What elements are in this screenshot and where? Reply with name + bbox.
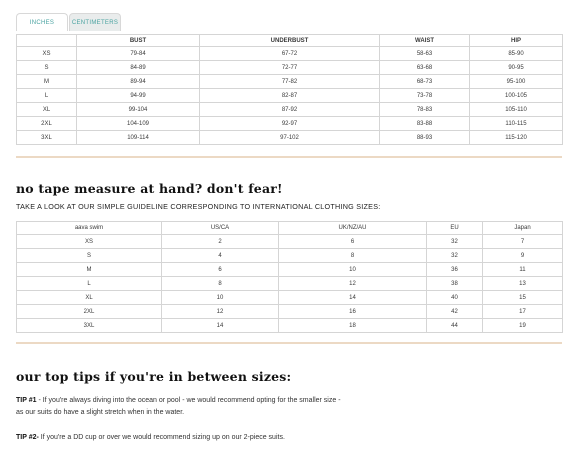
section-divider bbox=[16, 342, 562, 344]
table-cell: 2 bbox=[162, 235, 279, 249]
table-cell: 100-105 bbox=[470, 89, 563, 103]
size-label-cell: XS bbox=[17, 235, 162, 249]
table-cell: 109-114 bbox=[77, 131, 200, 145]
table-cell: 94-99 bbox=[77, 89, 200, 103]
table-cell: 63-68 bbox=[380, 61, 470, 75]
table-cell: 78-83 bbox=[380, 103, 470, 117]
table-cell: 85-90 bbox=[470, 47, 563, 61]
table-cell: 58-63 bbox=[380, 47, 470, 61]
table-cell: 44 bbox=[427, 319, 483, 333]
table-row bbox=[17, 117, 563, 131]
table-row bbox=[17, 291, 563, 305]
table-cell: 7 bbox=[483, 235, 563, 249]
table-cell: 68-73 bbox=[380, 75, 470, 89]
tip-2 bbox=[16, 432, 285, 444]
size-label-cell: L bbox=[17, 277, 162, 291]
table-cell: 72-77 bbox=[200, 61, 380, 75]
table-row bbox=[17, 305, 563, 319]
size-label-cell: 3XL bbox=[17, 131, 77, 145]
column-header-japan: Japan bbox=[483, 222, 563, 235]
table-row bbox=[17, 47, 563, 61]
tab-centimeters[interactable]: CENTIMETERS bbox=[69, 13, 121, 31]
tips-heading: our top tips if you're in between sizes: bbox=[16, 369, 292, 384]
table-cell: 12 bbox=[162, 305, 279, 319]
table-cell: 15 bbox=[483, 291, 563, 305]
table-row bbox=[17, 235, 563, 249]
table-cell: 67-72 bbox=[200, 47, 380, 61]
table-row bbox=[17, 263, 563, 277]
table-cell: 32 bbox=[427, 235, 483, 249]
table-cell: 6 bbox=[279, 235, 427, 249]
table-cell: 32 bbox=[427, 249, 483, 263]
table-cell: 12 bbox=[279, 277, 427, 291]
table-cell: 89-94 bbox=[77, 75, 200, 89]
table-cell: 83-88 bbox=[380, 117, 470, 131]
table-header-row bbox=[17, 35, 563, 47]
table-cell: 92-97 bbox=[200, 117, 380, 131]
table-cell: 42 bbox=[427, 305, 483, 319]
table-cell: 38 bbox=[427, 277, 483, 291]
size-label-cell: S bbox=[17, 61, 77, 75]
column-header-uk: UK/NZ/AU bbox=[279, 222, 427, 235]
tip-1 bbox=[16, 395, 341, 407]
column-header-eu: EU bbox=[427, 222, 483, 235]
table-cell: 77-82 bbox=[200, 75, 380, 89]
size-label-cell: M bbox=[17, 75, 77, 89]
tip-1-label: TIP #1 bbox=[16, 397, 37, 404]
table-cell: 104-109 bbox=[77, 117, 200, 131]
column-header-waist: WAIST bbox=[380, 35, 470, 47]
table-cell: 40 bbox=[427, 291, 483, 305]
table-cell: 14 bbox=[279, 291, 427, 305]
table-row bbox=[17, 61, 563, 75]
table-cell: 8 bbox=[279, 249, 427, 263]
table-cell: 8 bbox=[162, 277, 279, 291]
table-cell: 17 bbox=[483, 305, 563, 319]
table-cell: 110-115 bbox=[470, 117, 563, 131]
tip-2-label: TIP #2- bbox=[16, 434, 39, 441]
table-cell: 10 bbox=[162, 291, 279, 305]
size-label-cell: XL bbox=[17, 291, 162, 305]
column-header bbox=[17, 35, 77, 47]
guide-heading: no tape measure at hand? don't fear! bbox=[16, 181, 283, 196]
table-row bbox=[17, 277, 563, 291]
table-cell: 14 bbox=[162, 319, 279, 333]
unit-tabs bbox=[16, 13, 121, 31]
size-label-cell: 2XL bbox=[17, 117, 77, 131]
tip-1-text: - If you're always diving into the ocean or pool - we would recommend opting for the smaller size - bbox=[36, 397, 341, 404]
table-cell: 95-100 bbox=[470, 75, 563, 89]
table-cell: 97-102 bbox=[200, 131, 380, 145]
table-cell: 9 bbox=[483, 249, 563, 263]
table-cell: 73-78 bbox=[380, 89, 470, 103]
size-label-cell: 2XL bbox=[17, 305, 162, 319]
table-cell: 115-120 bbox=[470, 131, 563, 145]
column-header-us: US/CA bbox=[162, 222, 279, 235]
table-cell: 105-110 bbox=[470, 103, 563, 117]
size-label-cell: S bbox=[17, 249, 162, 263]
table-cell: 6 bbox=[162, 263, 279, 277]
table-row bbox=[17, 319, 563, 333]
column-header-hip: HIP bbox=[470, 35, 563, 47]
table-cell: 79-84 bbox=[77, 47, 200, 61]
table-cell: 10 bbox=[279, 263, 427, 277]
tip-2-text: If you're a DD cup or over we would recommend sizing up on our 2-piece suits. bbox=[38, 434, 285, 441]
section-divider bbox=[16, 156, 562, 158]
table-cell: 19 bbox=[483, 319, 563, 333]
size-label-cell: M bbox=[17, 263, 162, 277]
table-cell: 16 bbox=[279, 305, 427, 319]
table-cell: 90-95 bbox=[470, 61, 563, 75]
international-sizes-table bbox=[16, 221, 563, 333]
table-cell: 13 bbox=[483, 277, 563, 291]
table-header-row bbox=[17, 222, 563, 235]
column-header-bust: BUST bbox=[77, 35, 200, 47]
size-label-cell: XL bbox=[17, 103, 77, 117]
column-header-underbust: UNDERBUST bbox=[200, 35, 380, 47]
table-cell: 11 bbox=[483, 263, 563, 277]
size-label-cell: L bbox=[17, 89, 77, 103]
tip-1-continued: as our suits do have a slight stretch when in the water. bbox=[16, 409, 185, 416]
table-row bbox=[17, 75, 563, 89]
tab-inches[interactable]: INCHES bbox=[16, 13, 68, 31]
table-cell: 4 bbox=[162, 249, 279, 263]
column-header-brand: aava swim bbox=[17, 222, 162, 235]
size-label-cell: 3XL bbox=[17, 319, 162, 333]
table-cell: 82-87 bbox=[200, 89, 380, 103]
size-label-cell: XS bbox=[17, 47, 77, 61]
table-cell: 36 bbox=[427, 263, 483, 277]
table-row bbox=[17, 89, 563, 103]
table-cell: 87-92 bbox=[200, 103, 380, 117]
table-cell: 84-89 bbox=[77, 61, 200, 75]
table-row bbox=[17, 249, 563, 263]
guide-subline: TAKE A LOOK AT OUR SIMPLE GUIDELINE CORRESPONDING TO INTERNATIONAL CLOTHING SIZES: bbox=[16, 202, 381, 211]
table-cell: 88-93 bbox=[380, 131, 470, 145]
table-row bbox=[17, 131, 563, 145]
table-row bbox=[17, 103, 563, 117]
size-chart-table bbox=[16, 34, 563, 145]
table-cell: 99-104 bbox=[77, 103, 200, 117]
table-cell: 18 bbox=[279, 319, 427, 333]
